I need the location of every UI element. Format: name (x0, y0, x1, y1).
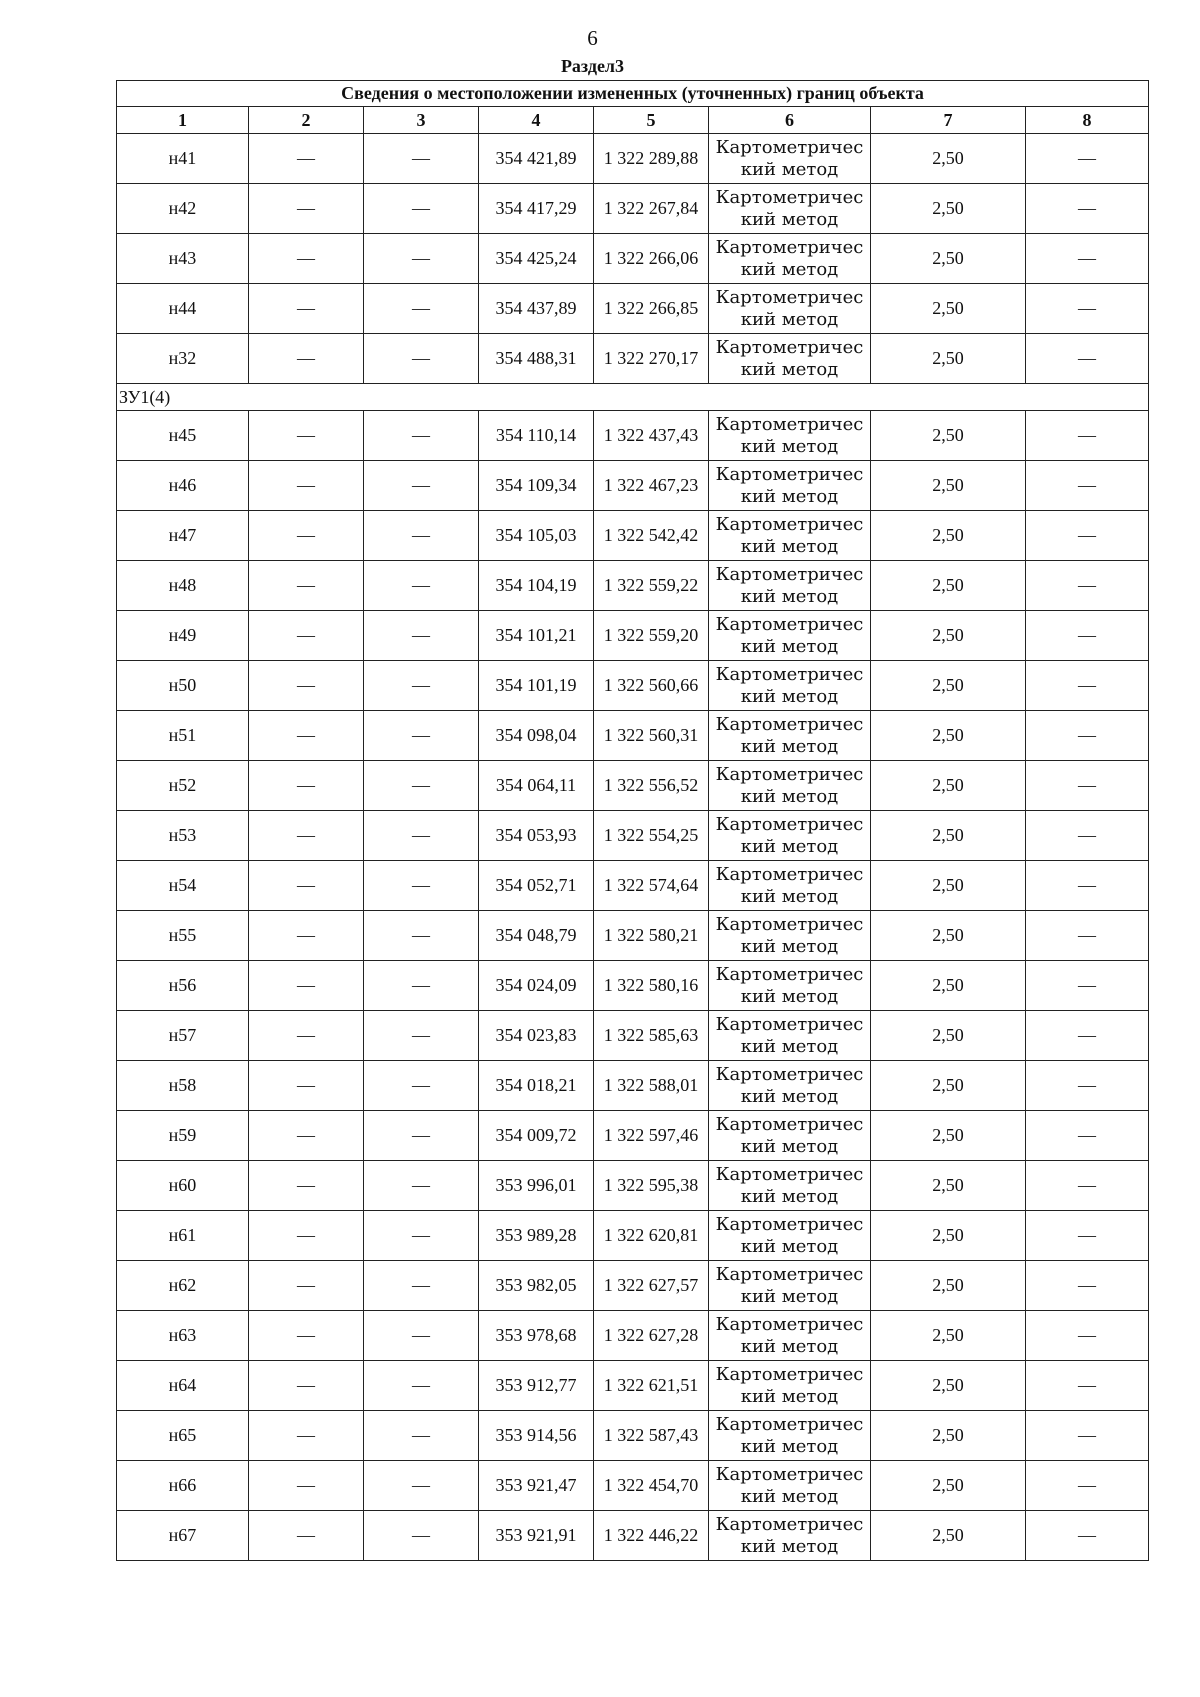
method-text: Картометрический метод (715, 1263, 864, 1307)
point-name-cell: н58 (117, 1061, 249, 1111)
y-coordinate-cell: 1 322 621,51 (594, 1361, 709, 1411)
table-caption-row (117, 81, 1149, 107)
accuracy-cell: 2,50 (871, 1011, 1026, 1061)
empty-value-cell: — (364, 134, 479, 184)
method-text: Картометрический метод (715, 1413, 864, 1457)
y-coordinate-cell: 1 322 560,31 (594, 711, 709, 761)
empty-value-cell: — (249, 461, 364, 511)
x-coordinate-cell: 354 437,89 (479, 284, 594, 334)
x-coordinate-cell: 354 024,09 (479, 961, 594, 1011)
method-cell (709, 134, 871, 184)
empty-value-cell: — (249, 661, 364, 711)
empty-value-cell: — (249, 1161, 364, 1211)
y-coordinate-cell: 1 322 554,25 (594, 811, 709, 861)
empty-value-cell: — (1026, 1311, 1149, 1361)
x-coordinate-cell: 354 052,71 (479, 861, 594, 911)
empty-value-cell: — (249, 1261, 364, 1311)
empty-value-cell: — (1026, 961, 1149, 1011)
x-coordinate-cell: 354 023,83 (479, 1011, 594, 1061)
accuracy-cell: 2,50 (871, 1161, 1026, 1211)
point-name-cell: н52 (117, 761, 249, 811)
y-coordinate-cell: 1 322 620,81 (594, 1211, 709, 1261)
empty-value-cell: — (249, 1411, 364, 1461)
empty-value-cell: — (364, 861, 479, 911)
x-coordinate-cell: 353 996,01 (479, 1161, 594, 1211)
point-name-cell: н41 (117, 134, 249, 184)
point-name-cell: н49 (117, 611, 249, 661)
y-coordinate-cell: 1 322 597,46 (594, 1111, 709, 1161)
table-caption: Сведения о местоположении измененных (уточненных) границ объекта (117, 81, 1149, 107)
empty-value-cell: — (364, 661, 479, 711)
empty-value-cell: — (249, 1211, 364, 1261)
x-coordinate-cell: 354 053,93 (479, 811, 594, 861)
point-name-cell: н56 (117, 961, 249, 1011)
empty-value-cell: — (1026, 1061, 1149, 1111)
method-text: Картометрический метод (715, 1113, 864, 1157)
empty-value-cell: — (1026, 561, 1149, 611)
empty-value-cell: — (249, 561, 364, 611)
accuracy-cell: 2,50 (871, 1061, 1026, 1111)
method-text: Картометрический метод (715, 713, 864, 757)
accuracy-cell: 2,50 (871, 1511, 1026, 1561)
x-coordinate-cell: 354 064,11 (479, 761, 594, 811)
empty-value-cell: — (249, 134, 364, 184)
empty-value-cell: — (364, 911, 479, 961)
point-name-cell: н47 (117, 511, 249, 561)
y-coordinate-cell: 1 322 446,22 (594, 1511, 709, 1561)
method-cell (709, 611, 871, 661)
y-coordinate-cell: 1 322 595,38 (594, 1161, 709, 1211)
method-text: Картометрический метод (715, 286, 864, 330)
empty-value-cell: — (1026, 511, 1149, 561)
column-header: 2 (249, 107, 364, 134)
table-row (117, 1111, 1149, 1161)
method-cell (709, 1211, 871, 1261)
point-name-cell: н54 (117, 861, 249, 911)
y-coordinate-cell: 1 322 542,42 (594, 511, 709, 561)
accuracy-cell: 2,50 (871, 1111, 1026, 1161)
empty-value-cell: — (364, 234, 479, 284)
table-row (117, 661, 1149, 711)
empty-value-cell: — (249, 1361, 364, 1411)
point-name-cell: н61 (117, 1211, 249, 1261)
method-text: Картометрический метод (715, 1513, 864, 1557)
empty-value-cell: — (364, 1311, 479, 1361)
empty-value-cell: — (249, 1011, 364, 1061)
table-row (117, 1461, 1149, 1511)
method-text: Картометрический метод (715, 663, 864, 707)
column-header: 8 (1026, 107, 1149, 134)
empty-value-cell: — (1026, 761, 1149, 811)
table-row (117, 1311, 1149, 1361)
empty-value-cell: — (364, 284, 479, 334)
table-row (117, 1161, 1149, 1211)
empty-value-cell: — (1026, 1361, 1149, 1411)
y-coordinate-cell: 1 322 585,63 (594, 1011, 709, 1061)
accuracy-cell: 2,50 (871, 411, 1026, 461)
empty-value-cell: — (364, 811, 479, 861)
accuracy-cell: 2,50 (871, 461, 1026, 511)
x-coordinate-cell: 354 018,21 (479, 1061, 594, 1111)
empty-value-cell: — (249, 1111, 364, 1161)
empty-value-cell: — (364, 1511, 479, 1561)
empty-value-cell: — (1026, 461, 1149, 511)
empty-value-cell: — (1026, 861, 1149, 911)
empty-value-cell: — (364, 1011, 479, 1061)
table-row (117, 711, 1149, 761)
table-row (117, 611, 1149, 661)
y-coordinate-cell: 1 322 467,23 (594, 461, 709, 511)
accuracy-cell: 2,50 (871, 284, 1026, 334)
x-coordinate-cell: 353 914,56 (479, 1411, 594, 1461)
empty-value-cell: — (364, 961, 479, 1011)
x-coordinate-cell: 353 912,77 (479, 1361, 594, 1411)
point-name-cell: н55 (117, 911, 249, 961)
method-text: Картометрический метод (715, 1313, 864, 1357)
accuracy-cell: 2,50 (871, 661, 1026, 711)
accuracy-cell: 2,50 (871, 811, 1026, 861)
method-text: Картометрический метод (715, 913, 864, 957)
point-name-cell: н50 (117, 661, 249, 711)
point-name-cell: н67 (117, 1511, 249, 1561)
point-name-cell: н65 (117, 1411, 249, 1461)
empty-value-cell: — (1026, 1411, 1149, 1461)
column-header: 3 (364, 107, 479, 134)
x-coordinate-cell: 354 104,19 (479, 561, 594, 611)
empty-value-cell: — (364, 1161, 479, 1211)
empty-value-cell: — (1026, 334, 1149, 384)
table-row (117, 1211, 1149, 1261)
table-row (117, 1361, 1149, 1411)
method-cell (709, 661, 871, 711)
table-row (117, 1011, 1149, 1061)
y-coordinate-cell: 1 322 627,57 (594, 1261, 709, 1311)
empty-value-cell: — (249, 1511, 364, 1561)
column-header: 6 (709, 107, 871, 134)
accuracy-cell: 2,50 (871, 1411, 1026, 1461)
empty-value-cell: — (364, 611, 479, 661)
method-cell (709, 1311, 871, 1361)
empty-value-cell: — (249, 234, 364, 284)
point-name-cell: н43 (117, 234, 249, 284)
accuracy-cell: 2,50 (871, 134, 1026, 184)
empty-value-cell: — (249, 761, 364, 811)
point-name-cell: н62 (117, 1261, 249, 1311)
column-header: 4 (479, 107, 594, 134)
empty-value-cell: — (1026, 1511, 1149, 1561)
x-coordinate-cell: 353 978,68 (479, 1311, 594, 1361)
table-row (117, 811, 1149, 861)
table-row (117, 911, 1149, 961)
table-row (117, 1411, 1149, 1461)
empty-value-cell: — (1026, 184, 1149, 234)
x-coordinate-cell: 354 105,03 (479, 511, 594, 561)
point-name-cell: н48 (117, 561, 249, 611)
empty-value-cell: — (1026, 711, 1149, 761)
y-coordinate-cell: 1 322 627,28 (594, 1311, 709, 1361)
accuracy-cell: 2,50 (871, 511, 1026, 561)
empty-value-cell: — (1026, 661, 1149, 711)
point-name-cell: н63 (117, 1311, 249, 1361)
method-cell (709, 961, 871, 1011)
method-cell (709, 461, 871, 511)
empty-value-cell: — (364, 1211, 479, 1261)
accuracy-cell: 2,50 (871, 334, 1026, 384)
empty-value-cell: — (364, 1261, 479, 1311)
empty-value-cell: — (1026, 1111, 1149, 1161)
y-coordinate-cell: 1 322 270,17 (594, 334, 709, 384)
y-coordinate-cell: 1 322 266,06 (594, 234, 709, 284)
method-text: Картометрический метод (715, 513, 864, 557)
method-cell (709, 1011, 871, 1061)
table-row (117, 411, 1149, 461)
x-coordinate-cell: 353 989,28 (479, 1211, 594, 1261)
empty-value-cell: — (364, 1061, 479, 1111)
y-coordinate-cell: 1 322 437,43 (594, 411, 709, 461)
accuracy-cell: 2,50 (871, 911, 1026, 961)
y-coordinate-cell: 1 322 588,01 (594, 1061, 709, 1111)
method-cell (709, 1461, 871, 1511)
method-text: Картометрический метод (715, 613, 864, 657)
empty-value-cell: — (1026, 284, 1149, 334)
x-coordinate-cell: 354 417,29 (479, 184, 594, 234)
method-text: Картометрический метод (715, 1363, 864, 1407)
x-coordinate-cell: 353 982,05 (479, 1261, 594, 1311)
method-cell (709, 561, 871, 611)
table-row (117, 284, 1149, 334)
x-coordinate-cell: 354 109,34 (479, 461, 594, 511)
x-coordinate-cell: 354 101,19 (479, 661, 594, 711)
empty-value-cell: — (1026, 234, 1149, 284)
y-coordinate-cell: 1 322 266,85 (594, 284, 709, 334)
accuracy-cell: 2,50 (871, 561, 1026, 611)
method-cell (709, 184, 871, 234)
empty-value-cell: — (249, 711, 364, 761)
table-row (117, 961, 1149, 1011)
boundary-table (116, 80, 1149, 1561)
point-name-cell: н46 (117, 461, 249, 511)
table-row (117, 184, 1149, 234)
method-cell (709, 1111, 871, 1161)
point-name-cell: н32 (117, 334, 249, 384)
accuracy-cell: 2,50 (871, 234, 1026, 284)
empty-value-cell: — (1026, 1011, 1149, 1061)
method-text: Картометрический метод (715, 813, 864, 857)
empty-value-cell: — (249, 1311, 364, 1361)
table-row (117, 511, 1149, 561)
empty-value-cell: — (249, 911, 364, 961)
y-coordinate-cell: 1 322 559,20 (594, 611, 709, 661)
accuracy-cell: 2,50 (871, 861, 1026, 911)
method-cell (709, 861, 871, 911)
x-coordinate-cell: 354 425,24 (479, 234, 594, 284)
empty-value-cell: — (364, 1361, 479, 1411)
column-header-row (117, 107, 1149, 134)
empty-value-cell: — (1026, 411, 1149, 461)
section-title: Раздел3 (560, 56, 625, 76)
empty-value-cell: — (364, 711, 479, 761)
point-name-cell: н66 (117, 1461, 249, 1511)
method-text: Картометрический метод (715, 1213, 864, 1257)
y-coordinate-cell: 1 322 587,43 (594, 1411, 709, 1461)
y-coordinate-cell: 1 322 289,88 (594, 134, 709, 184)
empty-value-cell: — (249, 811, 364, 861)
empty-value-cell: — (1026, 1161, 1149, 1211)
table-row (117, 1511, 1149, 1561)
method-text: Картометрический метод (715, 1063, 864, 1107)
table-row (117, 561, 1149, 611)
method-cell (709, 911, 871, 961)
method-text: Картометрический метод (715, 1013, 864, 1057)
point-name-cell: н57 (117, 1011, 249, 1061)
empty-value-cell: — (364, 561, 479, 611)
empty-value-cell: — (249, 411, 364, 461)
y-coordinate-cell: 1 322 556,52 (594, 761, 709, 811)
empty-value-cell: — (249, 184, 364, 234)
empty-value-cell: — (249, 1061, 364, 1111)
empty-value-cell: — (364, 1111, 479, 1161)
x-coordinate-cell: 354 048,79 (479, 911, 594, 961)
accuracy-cell: 2,50 (871, 1211, 1026, 1261)
method-text: Картометрический метод (715, 136, 864, 180)
method-cell (709, 711, 871, 761)
empty-value-cell: — (364, 461, 479, 511)
empty-value-cell: — (249, 511, 364, 561)
method-cell (709, 1261, 871, 1311)
accuracy-cell: 2,50 (871, 611, 1026, 661)
accuracy-cell: 2,50 (871, 184, 1026, 234)
method-text: Картометрический метод (715, 413, 864, 457)
method-text: Картометрический метод (715, 463, 864, 507)
empty-value-cell: — (364, 1461, 479, 1511)
empty-value-cell: — (249, 611, 364, 661)
empty-value-cell: — (364, 184, 479, 234)
method-cell (709, 234, 871, 284)
empty-value-cell: — (1026, 811, 1149, 861)
method-text: Картометрический метод (715, 236, 864, 280)
x-coordinate-cell: 353 921,47 (479, 1461, 594, 1511)
table-row (117, 1061, 1149, 1111)
method-cell (709, 761, 871, 811)
method-cell (709, 811, 871, 861)
method-text: Картометрический метод (715, 336, 864, 380)
point-name-cell: н42 (117, 184, 249, 234)
group-row (117, 384, 1149, 411)
x-coordinate-cell: 354 488,31 (479, 334, 594, 384)
empty-value-cell: — (364, 1411, 479, 1461)
empty-value-cell: — (364, 761, 479, 811)
empty-value-cell: — (249, 334, 364, 384)
point-name-cell: н44 (117, 284, 249, 334)
method-cell (709, 1161, 871, 1211)
y-coordinate-cell: 1 322 454,70 (594, 1461, 709, 1511)
table-row (117, 761, 1149, 811)
point-name-cell: н53 (117, 811, 249, 861)
table-row (117, 334, 1149, 384)
x-coordinate-cell: 354 098,04 (479, 711, 594, 761)
point-name-cell: н51 (117, 711, 249, 761)
empty-value-cell: — (1026, 1261, 1149, 1311)
table-row (117, 461, 1149, 511)
method-cell (709, 334, 871, 384)
empty-value-cell: — (1026, 611, 1149, 661)
method-text: Картометрический метод (715, 763, 864, 807)
empty-value-cell: — (1026, 911, 1149, 961)
empty-value-cell: — (1026, 134, 1149, 184)
method-cell (709, 284, 871, 334)
point-name-cell: н59 (117, 1111, 249, 1161)
method-text: Картометрический метод (715, 186, 864, 230)
method-text: Картометрический метод (715, 863, 864, 907)
point-name-cell: н45 (117, 411, 249, 461)
accuracy-cell: 2,50 (871, 1261, 1026, 1311)
table-row (117, 134, 1149, 184)
x-coordinate-cell: 354 009,72 (479, 1111, 594, 1161)
empty-value-cell: — (364, 411, 479, 461)
column-header: 7 (871, 107, 1026, 134)
empty-value-cell: — (1026, 1211, 1149, 1261)
method-text: Картометрический метод (715, 963, 864, 1007)
x-coordinate-cell: 354 101,21 (479, 611, 594, 661)
x-coordinate-cell: 353 921,91 (479, 1511, 594, 1561)
method-cell (709, 511, 871, 561)
empty-value-cell: — (364, 511, 479, 561)
table-row (117, 861, 1149, 911)
method-text: Картометрический метод (715, 1163, 864, 1207)
y-coordinate-cell: 1 322 580,16 (594, 961, 709, 1011)
accuracy-cell: 2,50 (871, 961, 1026, 1011)
empty-value-cell: — (249, 284, 364, 334)
empty-value-cell: — (1026, 1461, 1149, 1511)
x-coordinate-cell: 354 421,89 (479, 134, 594, 184)
table-row (117, 1261, 1149, 1311)
empty-value-cell: — (249, 961, 364, 1011)
y-coordinate-cell: 1 322 559,22 (594, 561, 709, 611)
table-row (117, 234, 1149, 284)
empty-value-cell: — (364, 334, 479, 384)
method-cell (709, 1061, 871, 1111)
y-coordinate-cell: 1 322 560,66 (594, 661, 709, 711)
accuracy-cell: 2,50 (871, 1361, 1026, 1411)
method-text: Картометрический метод (715, 1463, 864, 1507)
accuracy-cell: 2,50 (871, 761, 1026, 811)
x-coordinate-cell: 354 110,14 (479, 411, 594, 461)
point-name-cell: н60 (117, 1161, 249, 1211)
method-cell (709, 1361, 871, 1411)
empty-value-cell: — (249, 861, 364, 911)
accuracy-cell: 2,50 (871, 1311, 1026, 1361)
y-coordinate-cell: 1 322 267,84 (594, 184, 709, 234)
y-coordinate-cell: 1 322 574,64 (594, 861, 709, 911)
page-number: 6 (587, 26, 598, 50)
y-coordinate-cell: 1 322 580,21 (594, 911, 709, 961)
method-cell (709, 1411, 871, 1461)
accuracy-cell: 2,50 (871, 1461, 1026, 1511)
accuracy-cell: 2,50 (871, 711, 1026, 761)
method-cell (709, 411, 871, 461)
method-text: Картометрический метод (715, 563, 864, 607)
column-header: 5 (594, 107, 709, 134)
empty-value-cell: — (249, 1461, 364, 1511)
column-header: 1 (117, 107, 249, 134)
point-name-cell: н64 (117, 1361, 249, 1411)
group-label: ЗУ1(4) (117, 384, 1149, 411)
method-cell (709, 1511, 871, 1561)
